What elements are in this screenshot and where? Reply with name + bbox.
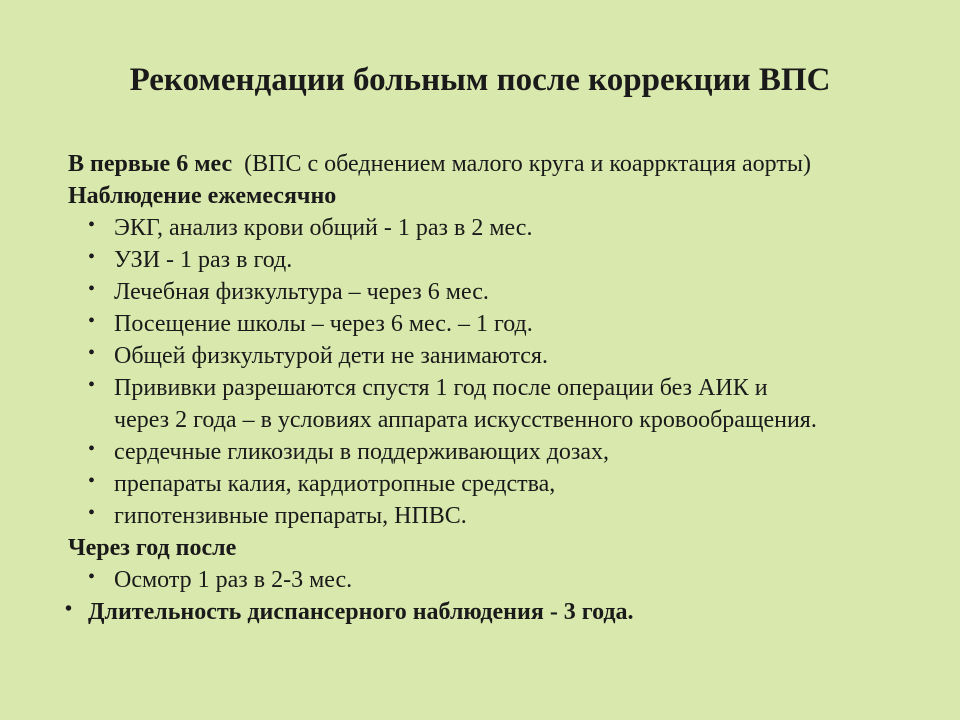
list-item bbox=[68, 276, 928, 308]
list-item-continuation bbox=[68, 404, 928, 436]
list-item-text: гипотензивные препараты, НПВС. bbox=[114, 503, 467, 529]
list-item bbox=[68, 308, 928, 340]
bullet-icon: • bbox=[88, 374, 96, 396]
list-item-text: ЭКГ, анализ крови общий - 1 раз в 2 мес. bbox=[114, 215, 533, 241]
list-item-text: УЗИ - 1 раз в год. bbox=[114, 247, 293, 273]
list-item-text: Прививки разрешаются спустя 1 год после операции без АИК и bbox=[114, 375, 768, 401]
bullet-icon: • bbox=[88, 438, 96, 460]
bullet-icon: • bbox=[88, 246, 96, 268]
bullet-icon: • bbox=[88, 502, 96, 524]
bullet-icon: • bbox=[88, 214, 96, 236]
list-item bbox=[68, 436, 928, 468]
list-item bbox=[68, 372, 928, 404]
bullet-icon: • bbox=[88, 310, 96, 332]
list-item-text: сердечные гликозиды в поддерживающих дозах, bbox=[114, 439, 610, 465]
second-section-heading: Через год после bbox=[68, 535, 237, 561]
first-section-heading-rest: (ВПС с обеднением малого круга и коаррктация аорты) bbox=[244, 151, 811, 177]
list-item-text: Лечебная физкультура – через 6 мес. bbox=[114, 279, 489, 305]
list-item-text: Осмотр 1 раз в 2-3 мес. bbox=[114, 567, 353, 593]
bullet-icon: • bbox=[88, 278, 96, 300]
final-list-item bbox=[65, 596, 928, 628]
list-item-text: препараты калия, кардиотропные средства, bbox=[114, 471, 556, 497]
list-item bbox=[68, 340, 928, 372]
bullet-icon: • bbox=[88, 342, 96, 364]
final-item-text: Длительность диспансерного наблюдения - 3 года. bbox=[88, 599, 634, 625]
list-item-text: Посещение школы – через 6 мес. – 1 год. bbox=[114, 311, 533, 337]
first-section-heading bbox=[68, 148, 928, 180]
first-section-subheading: Наблюдение ежемесячно bbox=[68, 183, 337, 209]
list-item-text: Общей физкультурой дети не занимаются. bbox=[114, 343, 548, 369]
slide-title: Рекомендации больным после коррекции ВПС bbox=[129, 62, 831, 98]
bullet-icon: • bbox=[88, 470, 96, 492]
bullet-icon: • bbox=[65, 598, 73, 620]
list-item bbox=[68, 212, 928, 244]
list-item bbox=[68, 564, 928, 596]
bullet-icon: • bbox=[88, 566, 96, 588]
first-section-heading-bold: В первые 6 мес bbox=[68, 151, 233, 177]
slide-content bbox=[65, 148, 928, 628]
list-item bbox=[68, 244, 928, 276]
list-item-text: через 2 года – в условиях аппарата искусственного кровообращения. bbox=[114, 407, 817, 433]
list-item bbox=[68, 468, 928, 500]
list-item bbox=[68, 500, 928, 532]
